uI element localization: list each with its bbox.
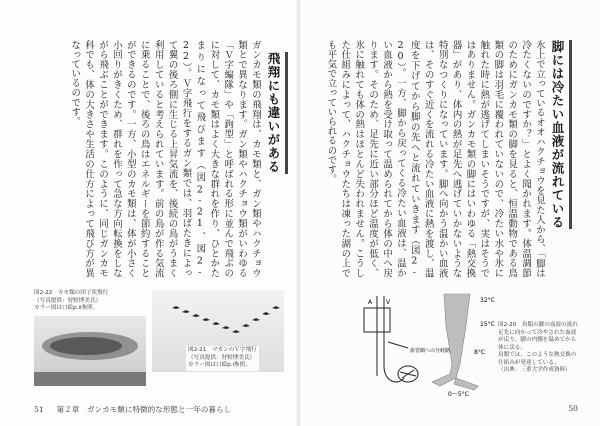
- figure-credit: （写真提供：狩野博美氏）: [188, 354, 256, 361]
- section-heading-cold-blood: 脚には冷たい血液が流れている: [548, 40, 572, 229]
- figure-caption-2-21: [186, 346, 259, 371]
- photo-flock-ball: [34, 316, 146, 386]
- figure-label: 図2-22 カモ類の団子状飛行: [34, 290, 109, 296]
- figure-credit: （写真提供：狩野博美氏）: [34, 297, 102, 304]
- figure-label: 図2-21 マガンのＶ字飛行: [188, 347, 257, 353]
- temp-0-5: 0〜5°C: [448, 391, 469, 398]
- figure-note: カラー図は口絵p.i参照。: [188, 362, 251, 368]
- page-number-left: 51: [34, 405, 44, 414]
- label-v: V: [386, 299, 391, 306]
- figure-note-line: 鳥類では、このような熱交換の仕組みが発達している。: [498, 352, 577, 366]
- figure-source: （出典：三重大学作成資料）: [498, 367, 571, 373]
- left-footer: [34, 404, 284, 415]
- temp-15: 15°C: [480, 321, 495, 328]
- temp-32: 32°C: [480, 297, 495, 304]
- duck-flock: [34, 316, 146, 386]
- page-number-right: 50: [568, 404, 578, 413]
- running-title: 第２章 ガンカモ類に特徴的な形態と一年の暮らし: [56, 405, 232, 414]
- right-page: [300, 0, 600, 426]
- right-footer: [568, 404, 578, 413]
- temp-8: 8°C: [474, 349, 486, 356]
- figure-caption-2-20: [498, 322, 578, 375]
- figure-leg-heat-exchange: [348, 286, 578, 398]
- figure-label: 図2-20 鳥類の脚の血液の流れ: [498, 322, 578, 328]
- figure-caption-2-22: [34, 290, 144, 313]
- right-body-text: 氷上で立っているオオハクチョウを見た人から、「脚は冷たくないのですか？」とよく聞かれます。体温調節のためにガンカモ類の脚を見ると、恒温動物である鳥類の脚は羽毛に覆われていないので、冷たい水や氷に触れた時に熱が逃げてしまいそうですが、実はそうではありません。ガンカモ類の脚にはいわゆる「熱交換器」があり、体内の熱が足先へ逃げていかないような特別なつくりになっています。脚へ向かう温かい血液は、そのすぐ近くを流れる冷たい血液に熱を渡し、温度を下げてから脚の先へと流れていきます（図2-20）。一方、脚から戻ってくる冷たい血液は、温かい血液から熱を受け取って温められてから体の中へ戻ります。そのため、足先に近い部分ほど温度が低く、氷に触れても体の熱はほとんど失われません。こうした仕組みによって、ハクチョウたちは凍った湖の上でも平気で立っていられるのです。: [325, 40, 545, 278]
- figure-note: カラー図は口絵p.ii参照。: [34, 305, 99, 311]
- label-a: A: [368, 299, 373, 306]
- figure-note-line: 足先に向かって冷やされた血液が戻り、脚の内側を温めてから体に戻る。: [498, 329, 577, 351]
- section-heading-flight: 飛翔にも違いがある: [264, 52, 288, 174]
- photo-v-formation: [152, 290, 284, 372]
- label-vessel-network: 血管網への分岐路: [410, 348, 451, 354]
- left-body-text: ガンカモ類の飛翔は、カモ類と、ガン類やハクチョウ類とで異なります。ガン類やハクチョウ類がいわゆる「Ｖ字編隊」や「鉤型」と呼ばれる形に並んで飛ぶのに対して、カモ類はよく大きな群れを作り、ひとかたまりになって飛びます（図2-21、図2-22）。Ｖ字飛行をするガン類では、羽ばたきによって翼の後ろ側に生じる上昇気流を、後続の鳥がうまく利用していると考えられています。前の鳥が作る気流に乗ることで、後ろの鳥はエネルギーを節約することができるのです。一方、小型のカモ類は、体が小さく小回りがきくため、群れを作って急な方向転換をしながら飛ぶことができます。このように、同じガンカモ科でも、体の大きさや生活の仕方によって飛び方が異なっているのです。: [69, 40, 261, 278]
